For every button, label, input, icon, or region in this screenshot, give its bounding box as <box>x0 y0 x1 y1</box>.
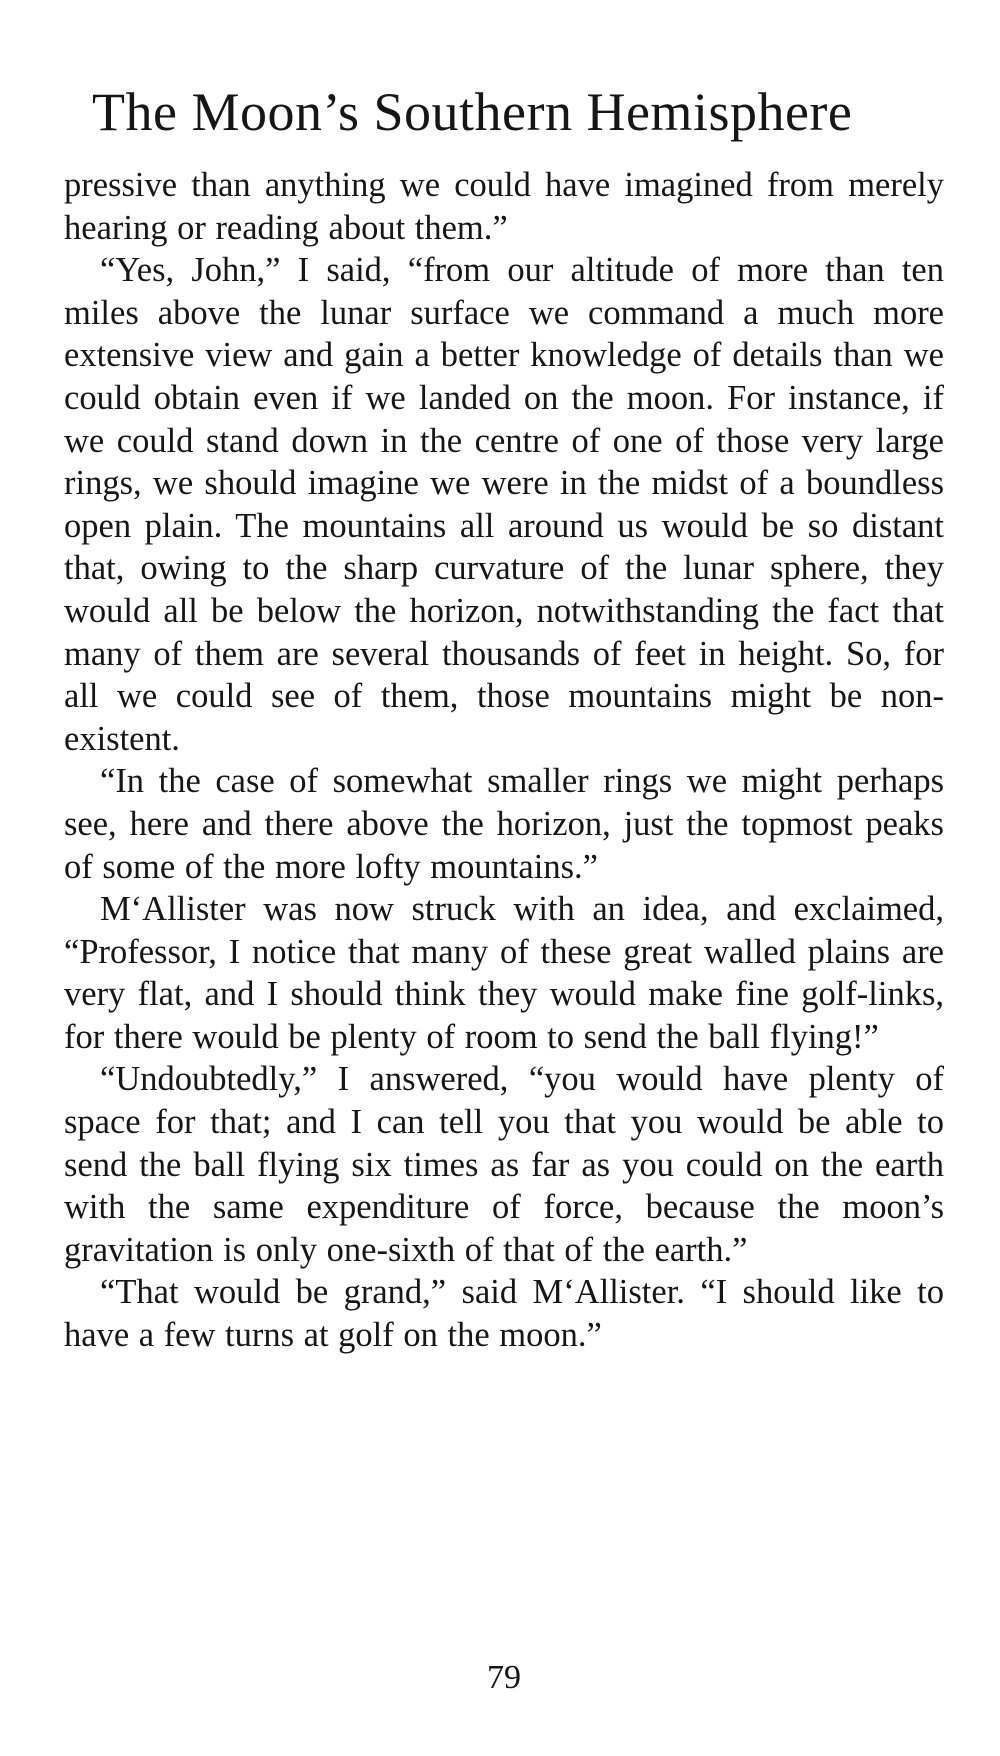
body-text <box>64 164 944 1357</box>
running-head: The Moon’s Southern Hemisphere <box>92 82 853 142</box>
paragraph: “Undoubtedly,” I answered, “you would have plenty of space for that; and I can tell you that you would be able to send the ball flying six times as far as you could on the earth with the same expenditure of force, because the moon’s gravitation is only one-sixth of that of the earth.” <box>64 1060 944 1269</box>
paragraph: M‘Allister was now struck with an idea, and exclaimed, “Professor, I notice that many of these great walled plains are very flat, and I should think they would make fine golf-links, for there would be plenty of room to send the ball flying!” <box>64 890 944 1056</box>
paragraph: “That would be grand,” said M‘Allister. “I should like to have a few turns at golf on the moon.” <box>64 1273 944 1355</box>
paragraph-continued: pressive than anything we could have imagined from merely hearing or reading about them.” <box>64 166 944 247</box>
page-number: 79 <box>487 1659 521 1696</box>
paragraph: “Yes, John,” I said, “from our altitude of more than ten miles above the lunar surface we command a much more extensive view and gain a better knowledge of details than we could obtain even if we landed on the moon. For instance, if we could stand down in the centre of one of those very large rings, we should imagine we were in the midst of a boundless open plain. The mountains all around us would be so distant that, owing to the sharp curvature of the lunar sphere, they would all be below the horizon, notwithstanding the fact that many of them are several thousands of feet in height. So, for all we could see of them, those mountains might be non-existent. <box>64 251 944 758</box>
paragraph: “In the case of somewhat smaller rings we might perhaps see, here and there above the horizon, just the topmost peaks of some of the more lofty mountains.” <box>64 762 944 886</box>
book-page <box>64 0 944 1756</box>
